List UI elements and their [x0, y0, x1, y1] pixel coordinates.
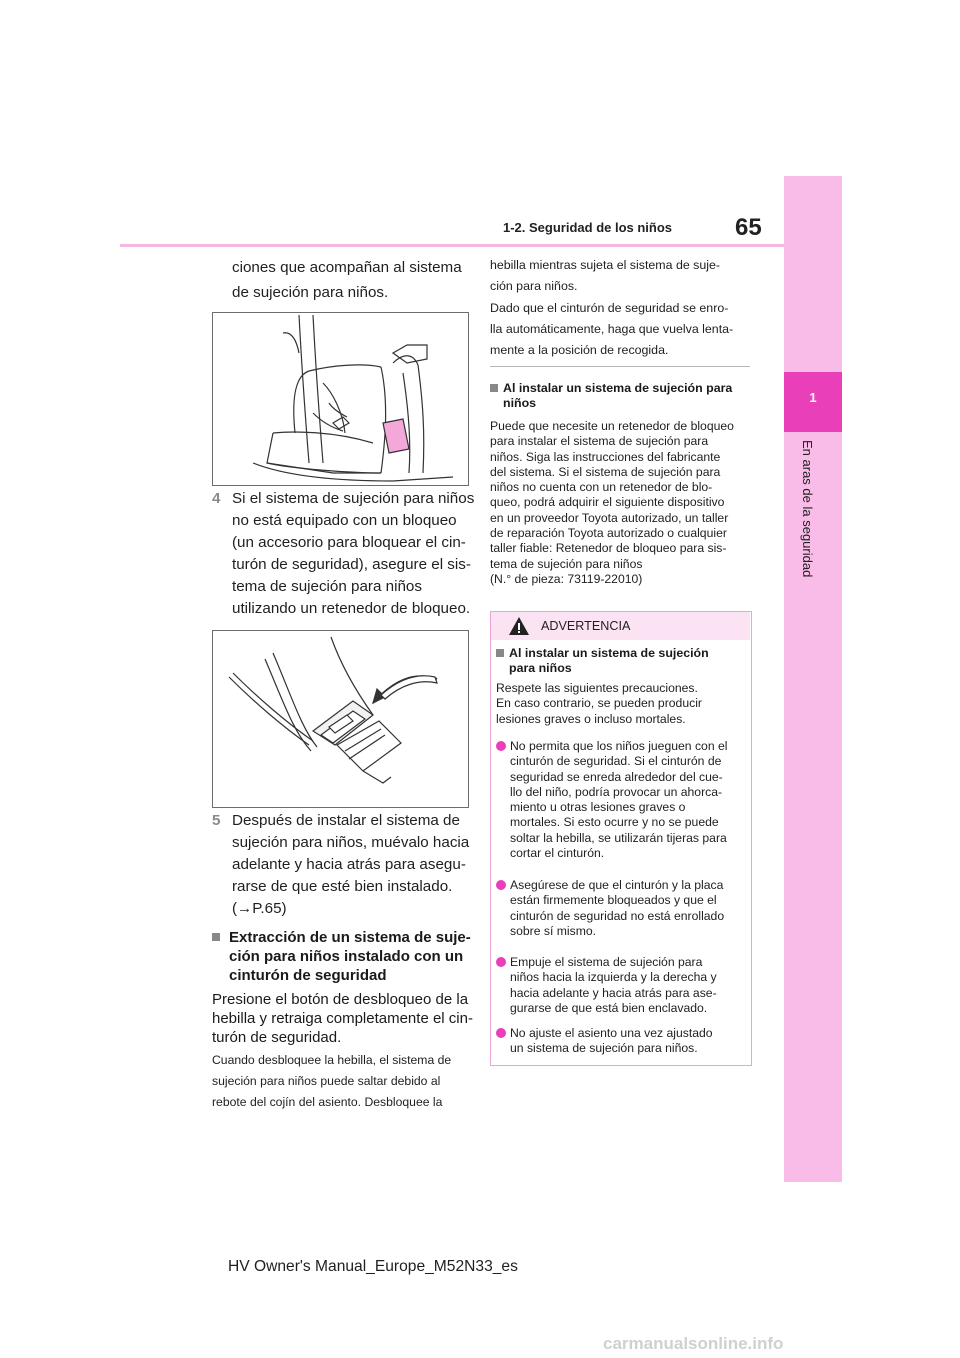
- page-reference-link[interactable]: (→P.65): [232, 900, 287, 917]
- bullet-dot: [496, 880, 506, 890]
- step-4: 4 Si el sistema de sujeción para niños no está equipado con un bloqueo (un accesorio para bloquear el cin- turón de seguridad), asegure el sis- tema de sujeción para niños utilizando un retenedor de bloqueo.: [212, 490, 475, 617]
- continued-note: hebilla mientras sujeta el sistema de suje- ción para niños.: [490, 258, 721, 293]
- retract-note: Dado que el cinturón de seguridad se enro- lla automáticamente, haga que vuelva lenta- mente a la posición de recogida.: [490, 301, 734, 357]
- step-5: 5 Después de instalar el sistema de sujeción para niños, muévalo hacia adelante y hacia atrás para asegu- rarse de que esté bien instalado. (→P.65): [212, 810, 482, 920]
- chapter-number: 1: [809, 390, 817, 405]
- locking-clip-illustration: [213, 631, 468, 807]
- footer-manual-id: HV Owner's Manual_Europe_M52N33_es: [228, 1258, 518, 1275]
- page-number: 65: [735, 214, 762, 241]
- removal-note: Cuando desbloquee la hebilla, el sistema de sujeción para niños puede saltar debido al rebote del cojín del asiento. Desbloquee la: [212, 1053, 452, 1109]
- figure-child-seat: [212, 312, 469, 486]
- watermark: carmanualsonline.info: [603, 1334, 784, 1353]
- child-seat-illustration: [213, 313, 468, 485]
- heading-installing: Al instalar un sistema de sujeción para niños: [490, 381, 755, 411]
- figure-locking-clip: [212, 630, 469, 808]
- installing-paragraph: Puede que necesite un retenedor de bloqueo para instalar el sistema de sujeción para niños. Siga las instrucciones del fabricante del sistema. Si el sistema de sujeción para niños no cuenta con un retenedor de blo- queo, podrá adquirir el siguiente dispositivo en un proveedor Toyota autorizado, un taller de reparación Toyota autorizado o cualquier taller fiable: Retenedor de bloqueo para sis- tema de sujeción para niños (N.° de pieza: 73119-22010): [490, 419, 734, 586]
- warning-title: ADVERTENCIA: [541, 619, 631, 633]
- note-separator: [490, 366, 750, 367]
- heading-bullet: [212, 933, 220, 941]
- chapter-label: En aras de la seguridad: [800, 440, 815, 578]
- heading-bullet: [490, 384, 498, 392]
- removal-paragraph: Presione el botón de desbloqueo de la hebilla y retraiga completamente el cin- turón de seguridad.: [212, 991, 473, 1046]
- bullet-dot: [496, 741, 506, 751]
- intro-text: ciones que acompañan al sistema de sujeción para niños.: [232, 259, 462, 301]
- section-title: 1-2. Seguridad de los niños: [503, 220, 673, 235]
- warning-heading: Al instalar un sistema de sujeción para niños: [496, 646, 746, 676]
- heading-bullet: [496, 649, 504, 657]
- step-4-number: 4: [212, 490, 221, 507]
- warning-triangle-icon: [508, 616, 530, 641]
- step-5-number: 5: [212, 812, 221, 829]
- warning-intro: Respete las siguientes precauciones. En caso contrario, se pueden producir lesiones graves o incluso mortales.: [496, 681, 702, 726]
- bullet-dot: [496, 1028, 506, 1038]
- heading-removal: Extracción de un sistema de suje- ción para niños instalado con un cinturón de seguridad: [212, 928, 482, 985]
- bullet-dot: [496, 957, 506, 967]
- header-rule: [120, 244, 784, 247]
